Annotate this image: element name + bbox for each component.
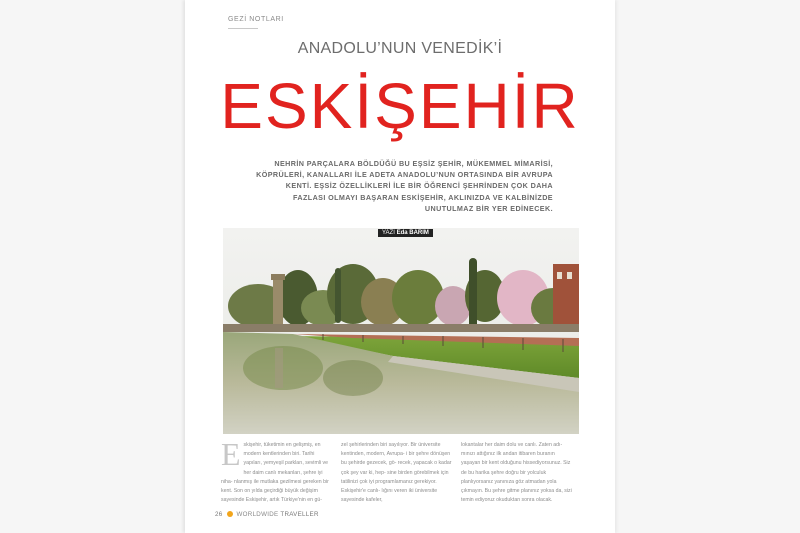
bullet-icon xyxy=(227,511,233,517)
article-lede: NEHRİN PARÇALARA BÖLDÜĞÜ BU EŞSİZ ŞEHİR, MÜKEMMEL MİMARİSİ, KÖPRÜLERİ, KANALLARI İLE ADETA ANADOLU’NUN ORTASINDA BİR AVRUPA KENTİ. EŞSİZ ÖZELLİKLERİ İLE BİR ÖĞRENCİ ŞEHRİNDEN ÇOK DAHA FAZLASI OLMAYI BAŞARAN ESKİŞEHİR, AKLINIZDA VE KALBİNİZDE UNUTULMAZ BİR YER EDİNECEK. xyxy=(256,159,553,213)
article-subtitle: ANADOLU’NUN VENEDİK’İ xyxy=(297,40,503,57)
section-label: GEZİ NOTLARI xyxy=(228,16,284,23)
body-column-1 xyxy=(221,441,333,511)
page-footer xyxy=(215,511,319,518)
article-title: ESKİŞEHİR xyxy=(220,70,580,142)
byline-prefix: YAZI xyxy=(382,230,395,236)
article-body xyxy=(221,441,577,511)
brand-word-1: WORLDWIDE xyxy=(236,511,279,518)
brand-word-2: TRAVELLER xyxy=(280,511,319,518)
canal-illustration xyxy=(223,228,579,434)
body-column-1-text: skişehir, tüketimin en gelişmiş, en modern kentlerinden biri. Tarihi yapıları, yemyeşil parkları, sevimli ve her daim canlı mekanları, şehre iyi niha- nlanmış ile mutlaka gezilmesi gereken bir kent. Son on yılda geçirdiği büyük değişim sayesinde Eskişehir, artık Türkiye'nin en gü- xyxy=(221,442,329,504)
author-name: Eda BARIM xyxy=(396,230,429,236)
page-number: 26 xyxy=(215,511,223,518)
eskisehir-canal-photo xyxy=(223,228,579,434)
body-column-2: zel şehirlerinden biri sayılıyor. Bir üniversite kentinden, modern, Avrupa- i bir şehre dönüşen bu şehirde gezecek, gö- recek, yapacak o kadar çok şey var ki, hep- sine birden görebilmek için tatilinizi çok iyi programlamanız gerekiyor. Eskişehir'e canlı- lığını veren iki üniversite sayesinde kafeler, xyxy=(341,442,452,504)
magazine-page xyxy=(185,0,615,533)
drop-cap: E xyxy=(221,441,241,472)
section-rule xyxy=(228,28,258,29)
body-column-3: lokantalar her daim dolu ve canlı. Zaten adı- mınızı attığınız ilk andan itibaren buranın yaşayan bir kent olduğunu hissediyorsunuz. Siz de bu harika şehre doğru bir yolculuk planlıyorsanız yanınıza göz atmadan yola çıkmayın. Bu şehre gitme planınız yoksa da, sizi temin ediyoruz okuduktan sonra olacak. xyxy=(461,442,572,504)
byline xyxy=(378,229,433,237)
